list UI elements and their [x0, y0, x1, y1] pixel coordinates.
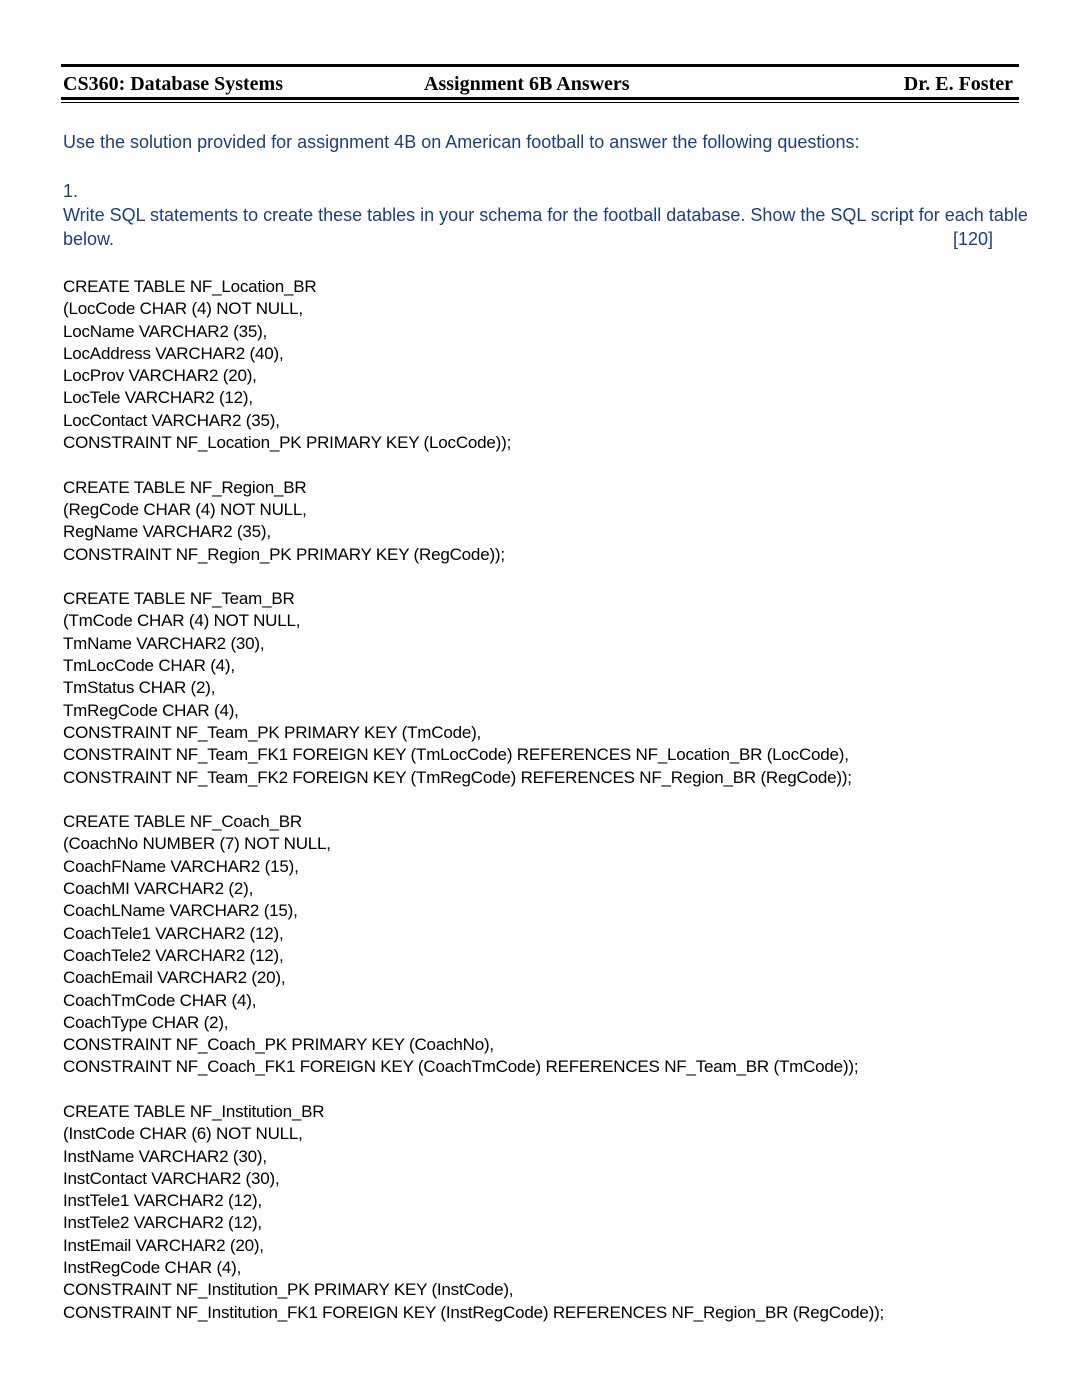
sql-line: CONSTRAINT NF_Region_PK PRIMARY KEY (RegCode));: [63, 544, 505, 564]
header-bottom-thin-rule: [61, 102, 1019, 103]
sql-line: CREATE TABLE NF_Location_BR: [63, 277, 317, 296]
sql-line: RegName VARCHAR2 (35),: [63, 522, 271, 542]
sql-line: CONSTRAINT NF_Institution_PK PRIMARY KEY (InstCode),: [63, 1280, 514, 1300]
sql-line: LocContact VARCHAR2 (35),: [63, 410, 280, 430]
sql-line: CoachEmail VARCHAR2 (20),: [63, 968, 286, 988]
sql-line: CREATE TABLE NF_Region_BR: [63, 477, 307, 497]
sql-script: [63, 276, 884, 1346]
sql-line: CONSTRAINT NF_Team_FK1 FOREIGN KEY (TmLocCode) REFERENCES NF_Location_BR (LocCode),: [63, 745, 849, 765]
sql-line: LocProv VARCHAR2 (20),: [63, 366, 257, 386]
sql-line: CoachMI VARCHAR2 (2),: [63, 879, 254, 899]
sql-line: CoachTele1 VARCHAR2 (12),: [63, 923, 284, 943]
sql-create-table-block: [63, 811, 884, 1079]
question-text: Write SQL statements to create these tables in your schema for the football database. Show the SQL script for each table: [63, 205, 1028, 225]
sql-line: (TmCode CHAR (4) NOT NULL,: [63, 611, 301, 631]
question-text-continued: [63, 228, 993, 250]
sql-line: CoachLName VARCHAR2 (15),: [63, 901, 298, 921]
header-top-rule: [61, 64, 1019, 67]
header-bottom-rule: [61, 97, 1019, 100]
sql-line: InstRegCode CHAR (4),: [63, 1258, 242, 1278]
sql-line: InstTele2 VARCHAR2 (12),: [63, 1213, 262, 1233]
sql-line: CREATE TABLE NF_Institution_BR: [63, 1101, 325, 1121]
sql-line: TmLocCode CHAR (4),: [63, 656, 235, 676]
sql-line: LocTele VARCHAR2 (12),: [63, 388, 253, 408]
instructor-name: Dr. E. Foster: [903, 73, 1013, 95]
sql-line: CONSTRAINT NF_Coach_PK PRIMARY KEY (CoachNo),: [63, 1035, 494, 1055]
sql-line: CoachFName VARCHAR2 (15),: [63, 856, 299, 876]
sql-line: CONSTRAINT NF_Team_FK2 FOREIGN KEY (TmRegCode) REFERENCES NF_Region_BR (RegCode));: [63, 767, 852, 787]
sql-create-table-block: [63, 588, 884, 789]
sql-line: CoachTmCode CHAR (4),: [63, 990, 257, 1010]
question-marks: [120]: [952, 229, 993, 249]
page-header: [61, 64, 1019, 106]
sql-line: CoachTele2 VARCHAR2 (12),: [63, 945, 284, 965]
sql-line: LocAddress VARCHAR2 (40),: [63, 343, 284, 363]
sql-line: CONSTRAINT NF_Team_PK PRIMARY KEY (TmCode),: [63, 722, 482, 742]
sql-create-table-block: [63, 1101, 884, 1324]
sql-line: TmStatus CHAR (2),: [63, 678, 216, 698]
sql-line: TmRegCode CHAR (4),: [63, 700, 239, 720]
sql-line: InstTele1 VARCHAR2 (12),: [63, 1191, 262, 1211]
sql-line: CONSTRAINT NF_Coach_FK1 FOREIGN KEY (CoachTmCode) REFERENCES NF_Team_BR (TmCode));: [63, 1057, 859, 1077]
sql-line: LocName VARCHAR2 (35),: [63, 321, 268, 341]
sql-line: CONSTRAINT NF_Location_PK PRIMARY KEY (LocCode));: [63, 433, 512, 453]
sql-create-table-block: [63, 477, 884, 566]
assignment-title: Assignment 6B Answers: [424, 73, 630, 95]
sql-line: CONSTRAINT NF_Institution_FK1 FOREIGN KEY (InstRegCode) REFERENCES NF_Region_BR (RegCode));: [63, 1302, 885, 1322]
sql-line: InstName VARCHAR2 (30),: [63, 1146, 267, 1166]
sql-line: (LocCode CHAR (4) NOT NULL,: [63, 299, 303, 319]
sql-line: InstEmail VARCHAR2 (20),: [63, 1235, 264, 1255]
question-number: 1.: [63, 181, 79, 201]
question-text-end: below.: [63, 229, 115, 249]
sql-line: CREATE TABLE NF_Coach_BR: [63, 812, 302, 832]
sql-line: CoachType CHAR (2),: [63, 1012, 229, 1032]
course-title: CS360: Database Systems: [63, 73, 283, 95]
sql-line: InstContact VARCHAR2 (30),: [63, 1168, 280, 1188]
sql-line: TmName VARCHAR2 (30),: [63, 633, 265, 653]
sql-line: (RegCode CHAR (4) NOT NULL,: [63, 499, 307, 519]
sql-line: (CoachNo NUMBER (7) NOT NULL,: [63, 834, 331, 854]
sql-line: CREATE TABLE NF_Team_BR: [63, 589, 295, 609]
sql-create-table-block: [63, 276, 884, 454]
sql-line: (InstCode CHAR (6) NOT NULL,: [63, 1124, 303, 1144]
intro-instructions: Use the solution provided for assignment 4B on American football to answer the following questions:: [63, 132, 860, 152]
